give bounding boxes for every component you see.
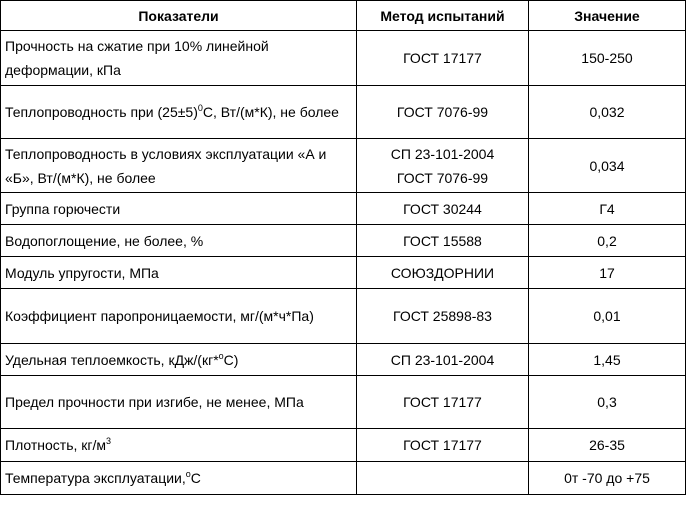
row-value: 150-250	[529, 31, 686, 86]
row-value: 1,45	[529, 344, 686, 376]
row-name-sup: 0	[197, 103, 203, 113]
table-row	[1, 462, 686, 495]
header-method: Метод испытаний	[357, 1, 529, 31]
table-row	[1, 376, 686, 429]
row-name-sup: о	[185, 469, 191, 479]
table-row	[1, 139, 686, 193]
row-name: Теплопроводность в условиях эксплуатации «А и «Б», Вт/(м*К), не более	[1, 139, 357, 193]
header-row	[1, 1, 686, 31]
row-name: Водопоглощение, не более, %	[1, 225, 357, 257]
row-name	[1, 462, 357, 495]
row-name-sup: 3	[106, 436, 112, 446]
row-name-pre: Плотность, кг/м	[5, 437, 107, 453]
row-method-line: СП 23-101-2004	[390, 145, 495, 162]
row-method-line: ГОСТ 7076-99	[396, 169, 489, 186]
header-value: Значение	[529, 1, 686, 31]
row-name-sup: о	[218, 350, 224, 361]
table-row	[1, 289, 686, 344]
row-name	[1, 344, 357, 376]
row-name	[1, 429, 357, 462]
table-row	[1, 86, 686, 139]
table-row	[1, 31, 686, 86]
row-value: 0т -70 до +75	[529, 462, 686, 495]
row-value: 26-35	[529, 429, 686, 462]
row-name-pre: Удельная теплоемкость, кДж/(кг*	[5, 351, 219, 368]
row-value: 0,032	[529, 86, 686, 139]
table-row	[1, 225, 686, 257]
table-row	[1, 193, 686, 225]
row-value: 0,2	[529, 225, 686, 257]
row-method: ГОСТ 17177	[357, 376, 529, 429]
row-method: ГОСТ 30244	[357, 193, 529, 225]
row-method: ГОСТ 17177	[357, 31, 529, 86]
row-name: Группа горючести	[1, 193, 357, 225]
row-method: ГОСТ 17177	[357, 429, 529, 462]
row-name-post: С	[190, 470, 201, 486]
row-value: 0,01	[529, 289, 686, 344]
row-value: 0,3	[529, 376, 686, 429]
row-method: СП 23-101-2004	[357, 344, 529, 376]
row-value: Г4	[529, 193, 686, 225]
row-name	[1, 86, 357, 139]
row-method: ГОСТ 7076-99	[357, 86, 529, 139]
row-value: 0,034	[529, 139, 686, 193]
header-indicator: Показатели	[1, 1, 357, 31]
row-name: Коэффициент паропроницаемости, мг/(м*ч*Па)	[1, 289, 357, 344]
row-name-pre: Теплопроводность при (25±5)	[5, 104, 198, 120]
table-row	[1, 429, 686, 462]
row-name: Предел прочности при изгибе, не менее, МПа	[1, 376, 357, 429]
row-method	[357, 139, 529, 193]
table-row	[1, 257, 686, 289]
row-value: 17	[529, 257, 686, 289]
row-name-post: С)	[223, 351, 239, 368]
row-name: Прочность на сжатие при 10% линейной деформации, кПа	[1, 31, 357, 86]
row-method: ГОСТ 25898-83	[357, 289, 529, 344]
row-name-pre: Температура эксплуатации,	[5, 470, 186, 486]
row-name: Модуль упругости, МПа	[1, 257, 357, 289]
row-method: СОЮЗДОРНИИ	[357, 257, 529, 289]
table-row	[1, 344, 686, 376]
row-name-post: С, Вт/(м*К), не более	[202, 104, 339, 120]
row-method: ГОСТ 15588	[357, 225, 529, 257]
row-method	[357, 462, 529, 495]
